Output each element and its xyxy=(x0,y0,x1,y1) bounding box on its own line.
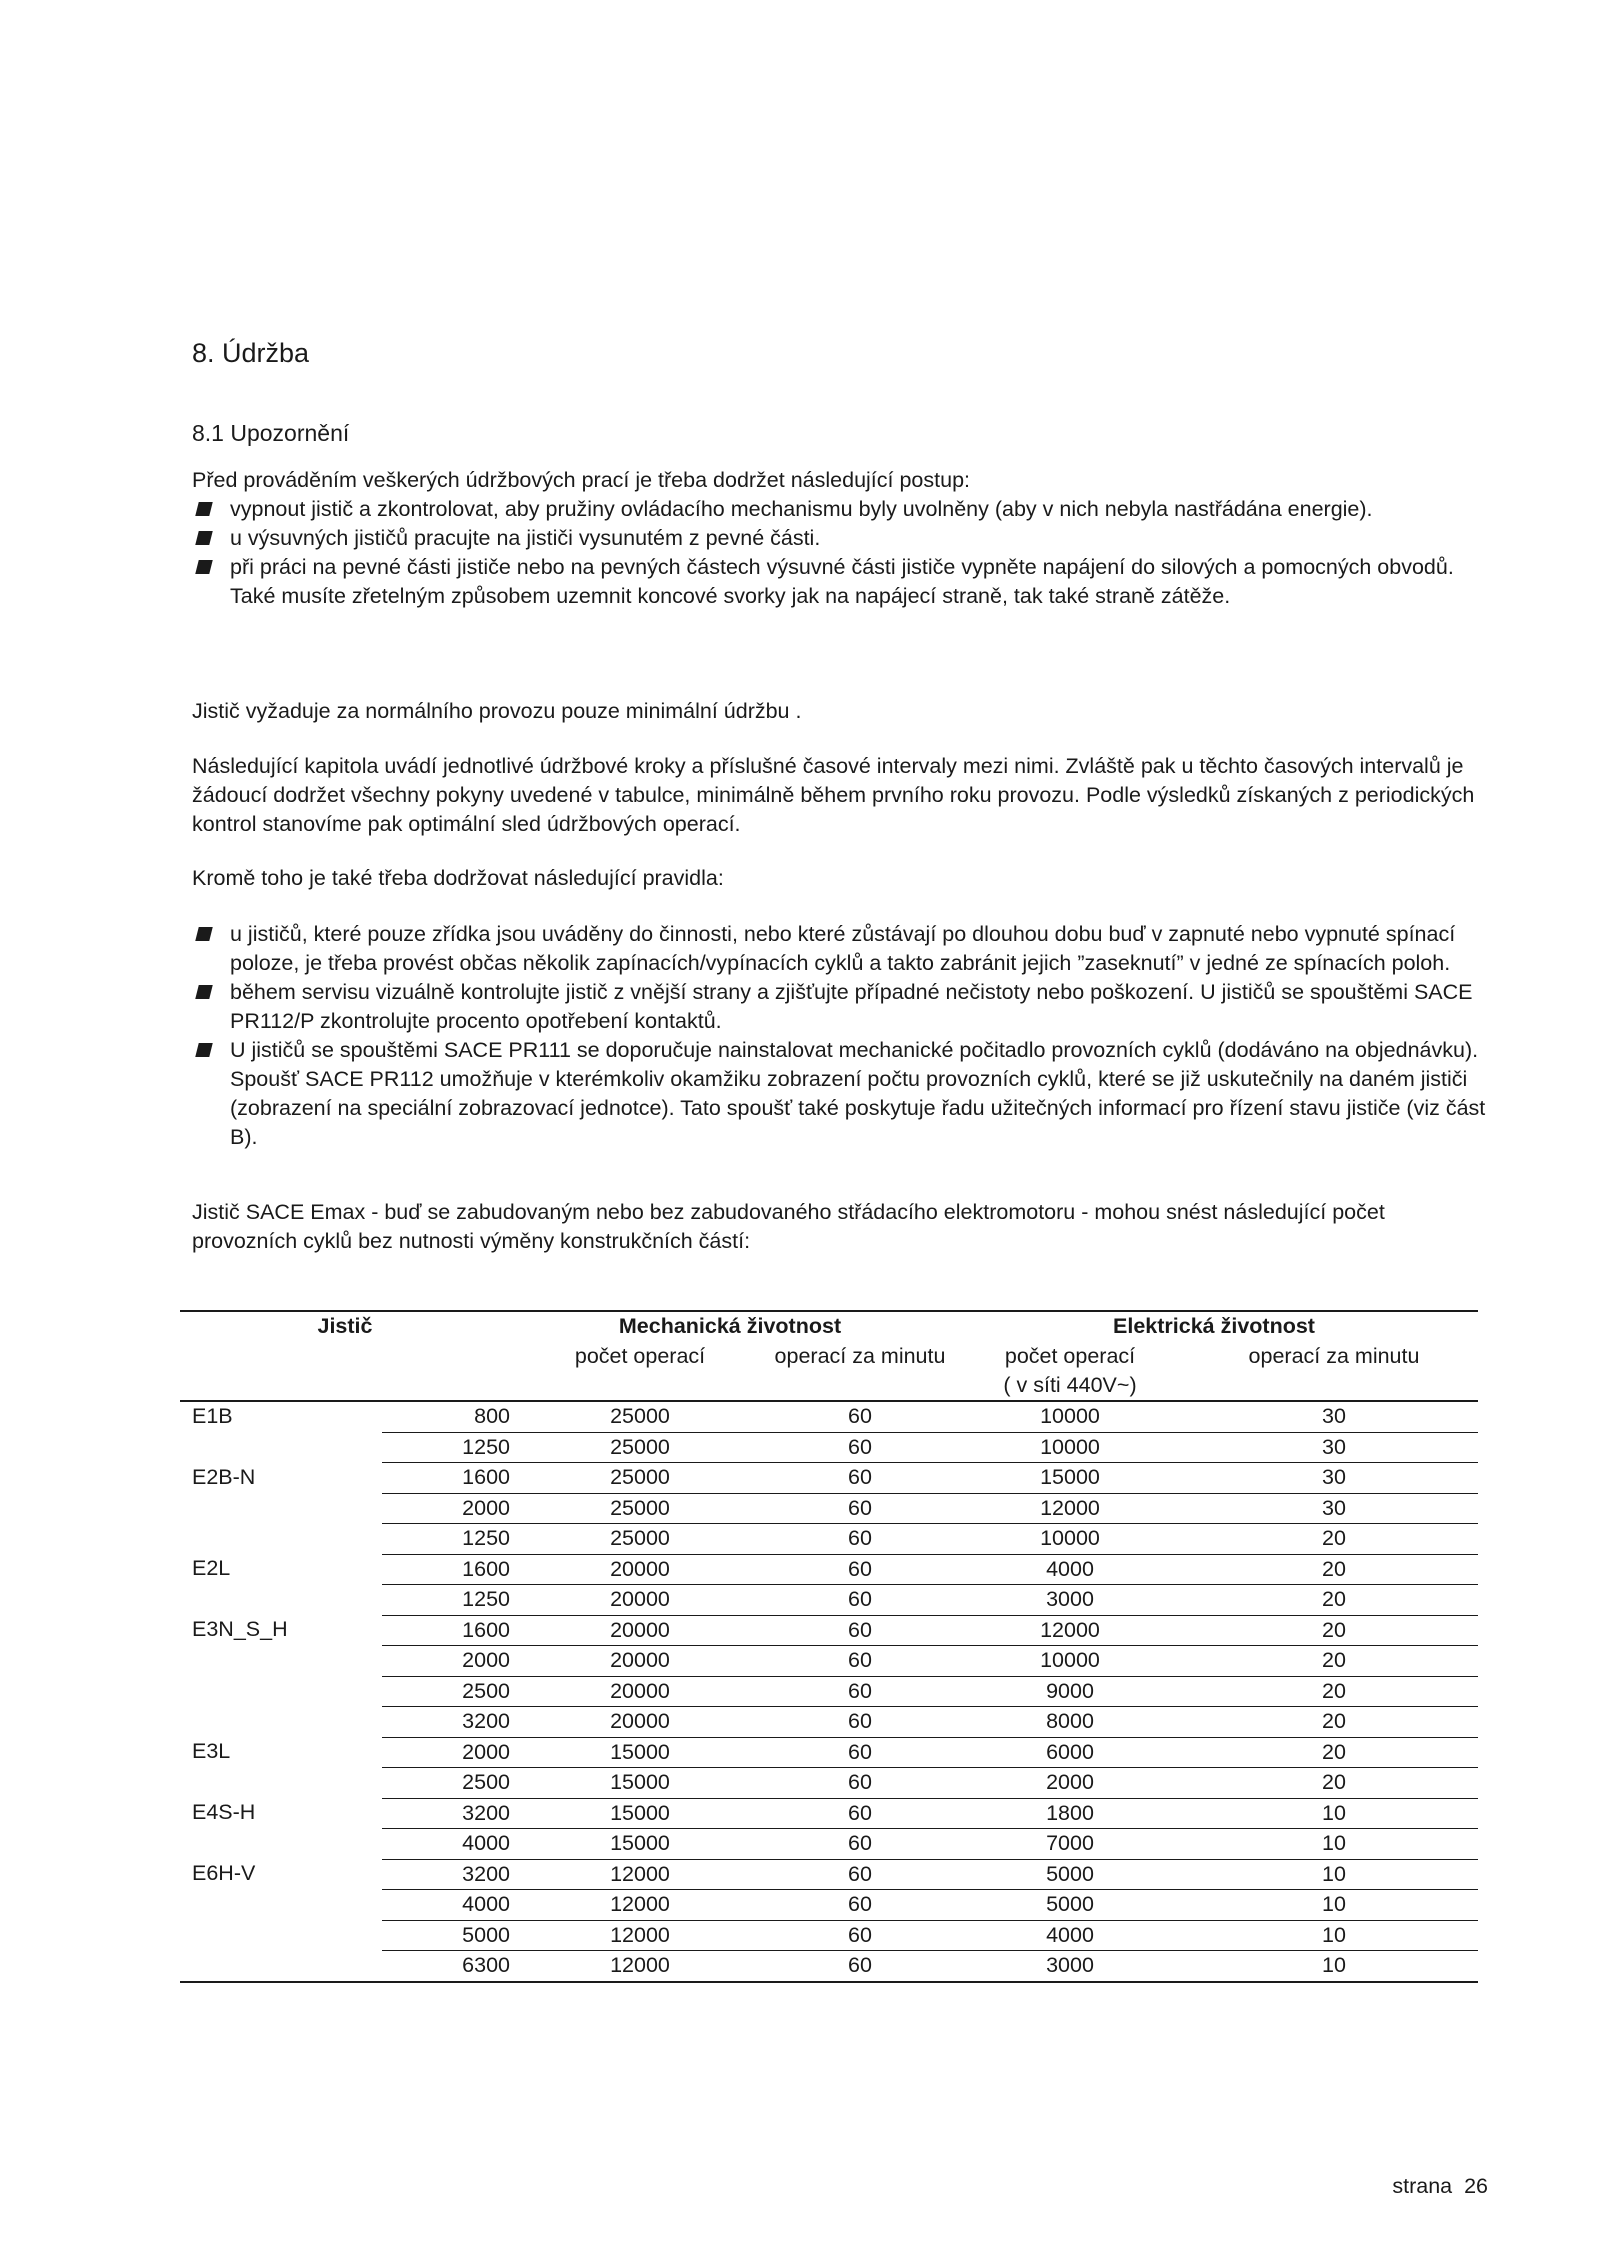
table-row xyxy=(180,1554,1478,1585)
mech-ops-cell: 12000 xyxy=(510,1859,770,1890)
mech-ops-cell: 15000 xyxy=(510,1798,770,1829)
table-row xyxy=(180,1829,1478,1860)
model-cell xyxy=(180,1768,382,1799)
elec-ops-cell: 15000 xyxy=(950,1463,1190,1494)
mech-per-min-cell: 60 xyxy=(770,1615,950,1646)
mech-ops-cell: 25000 xyxy=(510,1432,770,1463)
square-bullet-icon xyxy=(195,502,212,516)
elec-per-min-cell: 10 xyxy=(1190,1890,1478,1921)
mech-ops-cell: 25000 xyxy=(510,1493,770,1524)
rated-current-cell: 1250 xyxy=(382,1585,510,1616)
mech-ops-cell: 15000 xyxy=(510,1737,770,1768)
page-label: strana xyxy=(1392,2174,1453,2198)
square-bullet-icon xyxy=(195,1043,212,1057)
table-row xyxy=(180,1646,1478,1677)
mech-per-min-cell: 60 xyxy=(770,1768,950,1799)
elec-ops-cell: 1800 xyxy=(950,1798,1190,1829)
table-row xyxy=(180,1493,1478,1524)
page-number: 26 xyxy=(1464,2174,1488,2198)
rated-current-cell: 1600 xyxy=(382,1463,510,1494)
mech-ops-cell: 12000 xyxy=(510,1920,770,1951)
mech-per-min-cell: 60 xyxy=(770,1493,950,1524)
subheader-elec-ops xyxy=(950,1342,1190,1401)
table-body xyxy=(180,1401,1478,1982)
elec-per-min-cell: 20 xyxy=(1190,1768,1478,1799)
model-cell xyxy=(180,1646,382,1677)
mech-per-min-cell: 60 xyxy=(770,1432,950,1463)
table-row xyxy=(180,1463,1478,1494)
mech-ops-cell: 25000 xyxy=(510,1463,770,1494)
model-cell: E4S-H xyxy=(192,1800,256,1824)
rules-list xyxy=(192,920,1492,1152)
elec-per-min-cell: 20 xyxy=(1190,1676,1478,1707)
mech-per-min-cell: 60 xyxy=(770,1524,950,1555)
elec-ops-cell: 3000 xyxy=(950,1585,1190,1616)
table-row xyxy=(180,1401,1478,1432)
subheader-elec-ops-label: počet operací xyxy=(1004,1344,1136,1368)
rated-current-cell: 6300 xyxy=(382,1951,510,1982)
list-item-text: u výsuvných jističů pracujte na jističi vysunutém z pevné části. xyxy=(230,526,821,550)
elec-ops-cell: 5000 xyxy=(950,1890,1190,1921)
elec-per-min-cell: 20 xyxy=(1190,1585,1478,1616)
list-item xyxy=(192,920,1492,978)
mech-per-min-cell: 60 xyxy=(770,1920,950,1951)
header-mechanical-life: Mechanická životnost xyxy=(510,1311,950,1342)
subheader-mech-per-min: operací za minutu xyxy=(770,1342,950,1401)
list-item xyxy=(192,1036,1492,1152)
mech-ops-cell: 15000 xyxy=(510,1768,770,1799)
model-cell xyxy=(180,1432,382,1463)
elec-ops-cell: 9000 xyxy=(950,1676,1190,1707)
elec-ops-cell: 6000 xyxy=(950,1737,1190,1768)
rated-current-cell: 3200 xyxy=(382,1859,510,1890)
model-cell: E3L xyxy=(192,1739,231,1763)
subsection-heading: 8.1 Upozornění xyxy=(192,420,350,446)
model-cell xyxy=(180,1493,382,1524)
mech-ops-cell: 25000 xyxy=(510,1524,770,1555)
mech-ops-cell: 20000 xyxy=(510,1646,770,1677)
mech-per-min-cell: 60 xyxy=(770,1401,950,1432)
table-row xyxy=(180,1890,1478,1921)
elec-per-min-cell: 20 xyxy=(1190,1646,1478,1677)
rated-current-cell: 2000 xyxy=(382,1493,510,1524)
subheader-elec-per-min: operací za minutu xyxy=(1190,1342,1478,1401)
table-row xyxy=(180,1707,1478,1738)
table-row xyxy=(180,1615,1478,1646)
model-cell: E2B-N xyxy=(192,1464,256,1489)
square-bullet-icon xyxy=(195,531,212,545)
list-item xyxy=(192,524,1492,553)
elec-ops-cell: 2000 xyxy=(950,1768,1190,1799)
elec-per-min-cell: 10 xyxy=(1190,1798,1478,1829)
model-cell: E3N_S_H xyxy=(192,1617,288,1641)
elec-ops-cell: 3000 xyxy=(950,1951,1190,1982)
model-cell: E2L xyxy=(192,1556,231,1580)
elec-per-min-cell: 20 xyxy=(1190,1615,1478,1646)
model-cell xyxy=(180,1920,382,1951)
life-table xyxy=(180,1310,1478,1983)
minimal-maintenance-paragraph: Jistič vyžaduje za normálního provozu pouze minimální údržbu . xyxy=(192,699,802,723)
square-bullet-icon xyxy=(195,927,212,941)
elec-per-min-cell: 30 xyxy=(1190,1432,1478,1463)
mech-ops-cell: 20000 xyxy=(510,1615,770,1646)
table-row xyxy=(180,1676,1478,1707)
elec-per-min-cell: 20 xyxy=(1190,1524,1478,1555)
rated-current-cell: 4000 xyxy=(382,1829,510,1860)
elec-ops-cell: 10000 xyxy=(950,1432,1190,1463)
square-bullet-icon xyxy=(195,560,212,574)
mech-per-min-cell: 60 xyxy=(770,1646,950,1677)
model-cell xyxy=(180,1524,382,1555)
mech-ops-cell: 20000 xyxy=(510,1585,770,1616)
elec-per-min-cell: 10 xyxy=(1190,1829,1478,1860)
rated-current-cell: 1250 xyxy=(382,1524,510,1555)
rated-current-cell: 5000 xyxy=(382,1920,510,1951)
model-cell: E1B xyxy=(192,1404,233,1428)
table-row xyxy=(180,1737,1478,1768)
rated-current-cell: 3200 xyxy=(382,1798,510,1829)
list-item-text: u jističů, které pouze zřídka jsou uváděny do činnosti, nebo které zůstávají po dlouhou dobu buď v zapnuté nebo vypnuté spínací poloze, je třeba provést občas několik zapínacích/vypínacích cyklů a takto zabránit jejich ”zaseknutí” v jedné ze spínacích poloh. xyxy=(230,922,1456,975)
rated-current-cell: 2500 xyxy=(382,1768,510,1799)
model-cell xyxy=(180,1585,382,1616)
elec-ops-cell: 10000 xyxy=(950,1401,1190,1432)
list-item-text: U jističů se spouštěmi SACE PR111 se doporučuje nainstalovat mechanické počitadlo provozních cyklů (dodáváno na objednávku). Spoušť SACE PR112 umožňuje v kterémkoliv okamžiku zobrazení počtu provozních cyklů, které se již uskutečnily na daném jističi (zobrazení na speciální zobrazovací jednotce). Tato spoušť také poskytuje řadu užitečných informací pro řízení stavu jističe (viz část B). xyxy=(230,1038,1486,1149)
elec-ops-cell: 8000 xyxy=(950,1707,1190,1738)
table-row xyxy=(180,1432,1478,1463)
table-row xyxy=(180,1859,1478,1890)
mech-ops-cell: 12000 xyxy=(510,1951,770,1982)
mech-per-min-cell: 60 xyxy=(770,1859,950,1890)
model-cell xyxy=(180,1676,382,1707)
mech-per-min-cell: 60 xyxy=(770,1463,950,1494)
model-cell xyxy=(180,1829,382,1860)
mech-ops-cell: 25000 xyxy=(510,1401,770,1432)
rules-intro-paragraph: Kromě toho je také třeba dodržovat následující pravidla: xyxy=(192,866,724,890)
mech-ops-cell: 12000 xyxy=(510,1890,770,1921)
elec-per-min-cell: 20 xyxy=(1190,1707,1478,1738)
elec-ops-cell: 7000 xyxy=(950,1829,1190,1860)
mech-per-min-cell: 60 xyxy=(770,1798,950,1829)
table-row xyxy=(180,1951,1478,1982)
rated-current-cell: 2500 xyxy=(382,1676,510,1707)
list-item xyxy=(192,495,1492,524)
elec-ops-cell: 10000 xyxy=(950,1524,1190,1555)
intro-paragraph: Před prováděním veškerých údržbových prací je třeba dodržet následující postup: xyxy=(192,468,970,492)
model-cell xyxy=(180,1951,382,1982)
subheader-elec-ops-note: ( v síti 440V~) xyxy=(1003,1373,1137,1397)
elec-per-min-cell: 20 xyxy=(1190,1554,1478,1585)
mech-per-min-cell: 60 xyxy=(770,1707,950,1738)
mech-per-min-cell: 60 xyxy=(770,1951,950,1982)
elec-ops-cell: 10000 xyxy=(950,1646,1190,1677)
elec-per-min-cell: 30 xyxy=(1190,1463,1478,1494)
mech-per-min-cell: 60 xyxy=(770,1585,950,1616)
elec-ops-cell: 4000 xyxy=(950,1920,1190,1951)
mech-per-min-cell: 60 xyxy=(770,1737,950,1768)
elec-per-min-cell: 30 xyxy=(1190,1401,1478,1432)
header-breaker: Jistič xyxy=(180,1311,510,1342)
list-item-text: vypnout jistič a zkontrolovat, aby pružiny ovládacího mechanismu byly uvolněny (aby v nich nebyla nastřádána energie). xyxy=(230,497,1373,521)
mech-ops-cell: 20000 xyxy=(510,1707,770,1738)
table-row xyxy=(180,1798,1478,1829)
elec-ops-cell: 12000 xyxy=(950,1615,1190,1646)
list-item-text: během servisu vizuálně kontrolujte jistič z vnější strany a zjišťujte případné nečistoty nebo poškození. U jističů se spouštěmi SACE PR112/P zkontrolujte procento opotřebení kontaktů. xyxy=(230,980,1473,1033)
elec-ops-cell: 4000 xyxy=(950,1554,1190,1585)
elec-per-min-cell: 20 xyxy=(1190,1737,1478,1768)
rated-current-cell: 4000 xyxy=(382,1890,510,1921)
rated-current-cell: 2000 xyxy=(382,1646,510,1677)
elec-per-min-cell: 10 xyxy=(1190,1859,1478,1890)
table-row xyxy=(180,1585,1478,1616)
elec-per-min-cell: 30 xyxy=(1190,1493,1478,1524)
mech-per-min-cell: 60 xyxy=(770,1829,950,1860)
header-electrical-life: Elektrická životnost xyxy=(950,1311,1478,1342)
section-heading: 8. Údržba xyxy=(192,338,310,368)
square-bullet-icon xyxy=(195,985,212,999)
model-cell xyxy=(180,1890,382,1921)
list-item xyxy=(192,553,1492,611)
table-row xyxy=(180,1768,1478,1799)
rated-current-cell: 2000 xyxy=(382,1737,510,1768)
page-footer xyxy=(1392,2174,1488,2199)
mech-per-min-cell: 60 xyxy=(770,1554,950,1585)
rated-current-cell: 1600 xyxy=(382,1615,510,1646)
rated-current-cell: 1600 xyxy=(382,1554,510,1585)
chapter-paragraph: Následující kapitola uvádí jednotlivé údržbové kroky a příslušné časové intervaly mezi nimi. Zvláště pak u těchto časových intervalů je žádoucí dodržet všechny pokyny uvedené v tabulce, minimálně během prvního roku provozu. Podle výsledků získaných z periodických kontrol stanovíme pak optimální sled údržbových operací. xyxy=(192,754,1475,836)
model-cell xyxy=(180,1707,382,1738)
table-intro-paragraph: Jistič SACE Emax - buď se zabudovaným nebo bez zabudovaného střádacího elektromotoru - mohou snést následující počet provozních cyklů bez nutnosti výměny konstrukčních částí: xyxy=(192,1200,1385,1253)
mech-per-min-cell: 60 xyxy=(770,1676,950,1707)
mech-ops-cell: 20000 xyxy=(510,1676,770,1707)
list-item xyxy=(192,978,1492,1036)
mech-ops-cell: 20000 xyxy=(510,1554,770,1585)
elec-ops-cell: 12000 xyxy=(950,1493,1190,1524)
list-item-text: při práci na pevné části jističe nebo na pevných částech výsuvné části jističe vypněte napájení do silových a pomocných obvodů. Také musíte zřetelným způsobem uzemnit koncové svorky jak na napájecí straně, tak také straně zátěže. xyxy=(230,555,1454,608)
mech-per-min-cell: 60 xyxy=(770,1890,950,1921)
precautions-list xyxy=(192,495,1492,611)
rated-current-cell: 800 xyxy=(382,1401,510,1432)
rated-current-cell: 3200 xyxy=(382,1707,510,1738)
model-cell: E6H-V xyxy=(192,1861,256,1885)
elec-per-min-cell: 10 xyxy=(1190,1951,1478,1982)
rated-current-cell: 1250 xyxy=(382,1432,510,1463)
elec-ops-cell: 5000 xyxy=(950,1859,1190,1890)
table-row xyxy=(180,1524,1478,1555)
subheader-mech-ops: počet operací xyxy=(510,1342,770,1401)
table-row xyxy=(180,1920,1478,1951)
elec-per-min-cell: 10 xyxy=(1190,1920,1478,1951)
mech-ops-cell: 15000 xyxy=(510,1829,770,1860)
